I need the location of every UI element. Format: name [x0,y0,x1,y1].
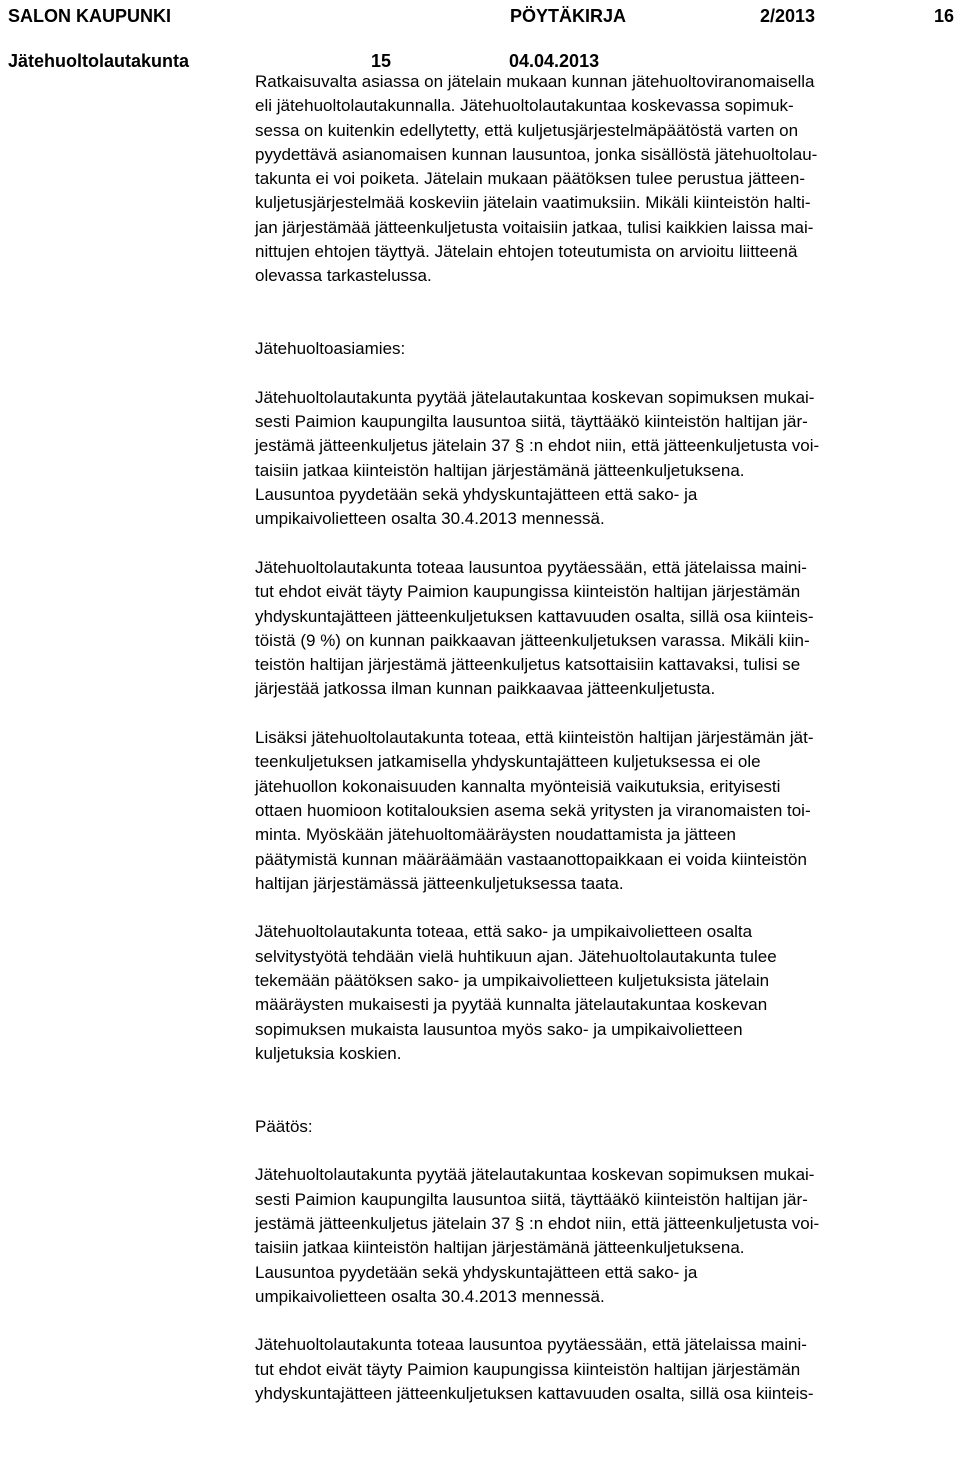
paragraph-line: jestämä jätteenkuljetus jätelain 37 § :n ehdot niin, että jätteenkuljetusta voi- [255,436,820,456]
paragraph-line: Lausuntoa pyydetään sekä yhdyskuntajätteen että sako- ja [255,1262,698,1282]
paragraph-line: kuljetusjärjestelmää koskeviin jätelain vaatimuksiin. Mikäli kiinteistön halti- [255,193,811,213]
paragraph-line: nittujen ehtojen täyttyä. Jätelain ehtojen toteutumista on arvioitu liitteenä [255,242,798,262]
paragraph-line: pyydettävä asianomaisen kunnan lausuntoa, jonka sisällöstä jätehuoltolau- [255,144,818,164]
paragraph-line: Jätehuoltolautakunta pyytää jätelautakuntaa koskevan sopimuksen mukai- [255,387,815,407]
paragraph-line: sessa on kuitenkin edellytetty, että kuljetusjärjestelmäpäätöstä varten on [255,120,799,140]
paragraph-gap [255,1309,955,1333]
paragraph-line: jestämä jätteenkuljetus jätelain 37 § :n ehdot niin, että jätteenkuljetusta voi- [255,1213,820,1233]
paragraph-line: minta. Myöskään jätehuoltomääräysten noudattamista ja jätteen [255,825,736,845]
paragraph-line: selvitystyötä tehdään vielä huhtikuun ajan. Jätehuoltolautakunta tulee [255,946,777,966]
meeting-date: 04.04.2013 [509,51,600,71]
paragraph-line: kuljetuksia koskien. [255,1043,402,1063]
paragraph-line: sopimuksen mukaista lausuntoa myös sako- ja umpikaivolietteen [255,1019,743,1039]
paragraph-gap [255,702,955,726]
document-number: 2/2013 [760,6,816,26]
paragraph-line: haltijan järjestämässä jätteenkuljetuksessa taata. [255,873,624,893]
paragraph-line: Lisäksi jätehuoltolautakunta toteaa, että kiinteistön haltijan järjestämän jät- [255,728,814,748]
paragraph-gap [255,532,955,556]
paragraph-line: Jätehuoltolautakunta toteaa, että sako- ja umpikaivolietteen osalta [255,922,753,942]
committee-name: Jätehuoltolautakunta [8,51,190,71]
paragraph-line: sesti Paimion kaupungilta lausuntoa siitä, täyttääkö kiinteistön haltijan jär- [255,412,808,432]
paragraph-line: sesti Paimion kaupungilta lausuntoa siitä, täyttääkö kiinteistön haltijan jär- [255,1189,808,1209]
paragraph-line: taisiin jatkaa kiinteistön haltijan järjestämänä jätteenkuljetuksena. [255,460,745,480]
paragraph-line: päätymistä kunnan määräämään vastaanottopaikkaan ei voida kiinteistön [255,849,807,869]
page-number: 16 [934,6,955,26]
paragraph-line: määräysten mukaisesti ja pyytää kunnalta jätelautakuntaa koskevan [255,995,768,1015]
paragraph-line: Jätehuoltolautakunta toteaa lausuntoa pyytäessään, että jätelaissa maini- [255,557,807,577]
paragraph [255,1333,955,1406]
paragraph-line: jan järjestämää jätteenkuljetusta voitaisiin jatkaa, tulisi kaikkien laissa mai- [255,217,814,237]
paragraph [255,920,955,1066]
paragraph-line: tut ehdot eivät täyty Paimion kaupungissa kiinteistön haltijan järjestämän [255,1359,801,1379]
paragraph-gap [255,289,955,313]
paragraph-line: umpikaivolietteen osalta 30.4.2013 mennessä. [255,509,605,529]
paragraph-line: olevassa tarkastelussa. [255,266,432,286]
paragraph-gap [255,1139,955,1163]
paragraph-line: tut ehdot eivät täyty Paimion kaupungissa kiinteistön haltijan järjestämän [255,582,801,602]
paragraph-gap [255,1090,955,1114]
paragraph-line: yhdyskuntajätteen jätteenkuljetuksen kattavuuden osalta, sillä osa kiinteis- [255,606,814,626]
section-heading: Päätös: [255,1116,313,1136]
paragraph [255,726,955,896]
document-body [255,70,955,1406]
paragraph-gap [255,1066,955,1090]
paragraph-line: takunta ei voi poiketa. Jätelain mukaan päätöksen tulee perustua jätteen- [255,169,806,189]
section-number: 15 [371,51,392,71]
section-heading: Jätehuoltoasiamies: [255,339,406,359]
paragraph-line: teistön haltijan järjestämä jätteenkuljetus katsottaisiin kattavaksi, tulisi se [255,655,801,675]
paragraph-gap [255,362,955,386]
paragraph-line: ottaen huomioon kotitalouksien asema sekä yritysten ja viranomaisten toi- [255,800,811,820]
paragraph-gap [255,896,955,920]
paragraph-line: järjestää jatkossa ilman kunnan paikkaavaa jätteenkuljetusta. [255,679,716,699]
document-type: PÖYTÄKIRJA [510,6,627,26]
paragraph-line: umpikaivolietteen osalta 30.4.2013 mennessä. [255,1286,605,1306]
paragraph-line: yhdyskuntajätteen jätteenkuljetuksen kattavuuden osalta, sillä osa kiinteis- [255,1384,814,1404]
city-name: SALON KAUPUNKI [8,6,172,26]
paragraph-line: taisiin jatkaa kiinteistön haltijan järjestämänä jätteenkuljetuksena. [255,1238,745,1258]
paragraph [255,386,955,532]
paragraph-line: jätehuollon kokonaisuuden kannalta myönteisiä vaikutuksia, erityisesti [255,776,781,796]
paragraph-line: töistä (9 %) on kunnan paikkaavan jätteenkuljetuksen varassa. Mikäli kiin- [255,630,810,650]
paragraph-gap [255,313,955,337]
paragraph-line: eli jätehuoltolautakunnalla. Jätehuoltolautakuntaa koskevassa sopimuk- [255,96,794,116]
paragraph-line: Jätehuoltolautakunta toteaa lausuntoa pyytäessään, että jätelaissa maini- [255,1335,807,1355]
paragraph-line: teenkuljetuksen jatkamisella yhdyskuntajätteen kuljetuksessa ei ole [255,752,761,772]
paragraph-line: Lausuntoa pyydetään sekä yhdyskuntajätteen että sako- ja [255,485,698,505]
paragraph-line: Jätehuoltolautakunta pyytää jätelautakuntaa koskevan sopimuksen mukai- [255,1165,815,1185]
paragraph-line: tekemään päätöksen sako- ja umpikaivolietteen kuljetuksista jätelain [255,970,770,990]
paragraph-line: Ratkaisuvalta asiassa on jätelain mukaan kunnan jätehuoltoviranomaisella [255,72,815,91]
paragraph [255,70,955,289]
paragraph [255,1163,955,1309]
paragraph [255,556,955,702]
